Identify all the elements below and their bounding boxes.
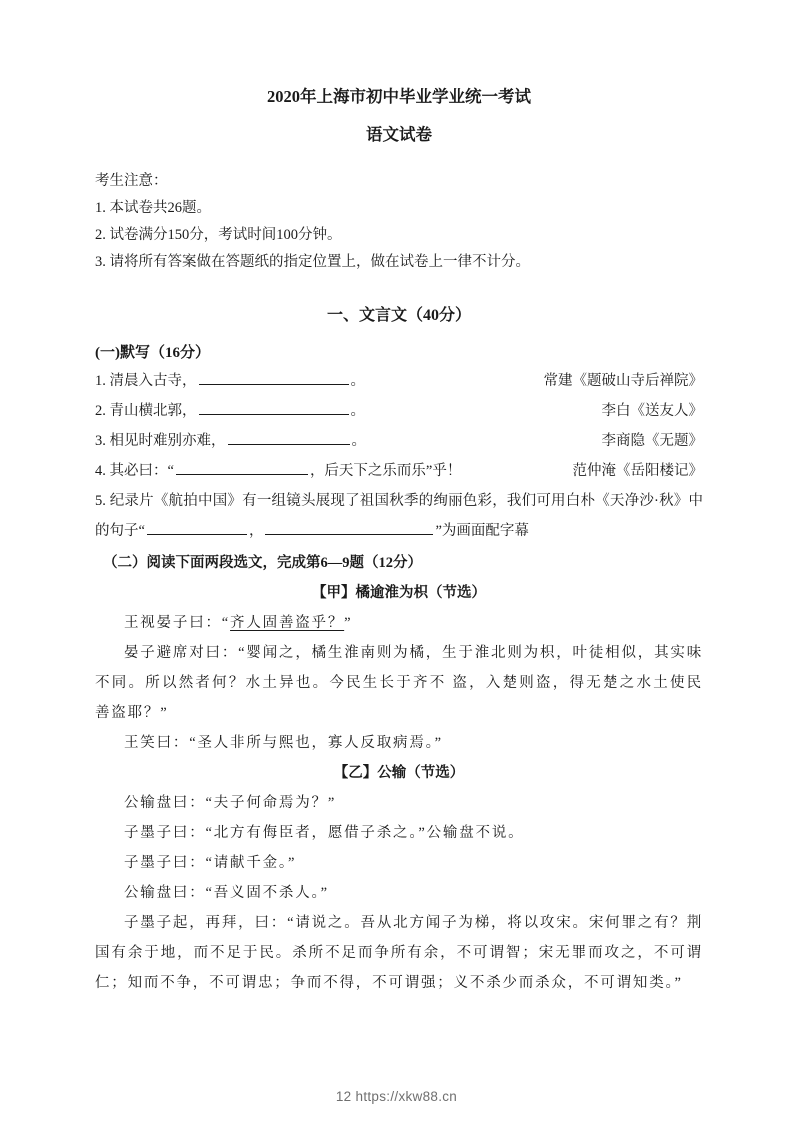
dictation-item-4-text: 4. 其必曰：“: [95, 463, 174, 479]
dictation-item-3: [95, 426, 703, 456]
answer-blank: [147, 522, 247, 535]
passage-yi-paragraph-5: 子墨子起，再拜，曰：“请说之。吾从北方闻子为梯，将以攻宋。宋何罪之有？荆国有余于地，而不足于民。杀所不足而争所有余，不可谓智；宋无罪而攻之，不可谓仁；知而不争，不可谓忠；争而不得，不可谓强；义不杀少而杀众，不可谓知类。”: [95, 915, 703, 991]
answer-blank: [199, 402, 349, 415]
dictation-item-4: [95, 456, 703, 486]
dictation-list: [95, 366, 703, 546]
candidate-notice: [95, 168, 703, 276]
answer-blank: [265, 522, 433, 535]
passage-yi-paragraph-2: 子墨子曰：“北方有侮臣者，愿借子杀之。”公输盘不说。: [124, 825, 525, 841]
section-one-title: 一、文言文（40分）: [326, 307, 471, 324]
passage-jia-paragraph-2: 晏子避席对曰：“婴闻之，橘生淮南则为橘，生于淮北则为枳，叶徒相似，其实味不同。所以然者何？水土异也。今民生长于齐不 盗，入楚则盗，得无楚之水土使民善盗耶？”: [95, 645, 703, 721]
dictation-item-5-text: 5. 纪录片《航拍中国》有一组镜头展现了祖国秋季的绚丽色彩，我们可用白朴《天净沙·秋》中的句子“: [95, 493, 703, 539]
passage-jia-paragraph-3: 王笑曰：“圣人非所与熙也，寡人反取病焉。”: [124, 735, 443, 751]
notice-item: 3. 请将所有答案做在答题纸的指定位置上，做在试卷上一律不计分。: [95, 254, 530, 270]
passage-yi-paragraph-4: 公输盘曰：“吾义固不杀人。”: [124, 885, 329, 901]
dictation-item-3-source: 李商隐《无题》: [601, 433, 703, 449]
dictation-section-title: (一)默写（16分）: [95, 345, 210, 361]
passage-yi-paragraph-1: 公输盘曰：“夫子何命焉为？”: [124, 795, 337, 811]
passage-yi-paragraph-3: 子墨子曰：“请献千金。”: [124, 855, 297, 871]
dictation-item-5-post: ”为画面配字幕: [435, 523, 529, 539]
dictation-item-4-post: ，后天下之乐而乐”乎！: [309, 463, 462, 479]
notice-header: 考生注意：: [95, 173, 168, 189]
dictation-item-1: [95, 366, 703, 396]
dictation-item-5-mid: ，: [248, 523, 264, 539]
passage-jia-paragraph-1: 王视晏子曰：“齐人固善盗乎？”: [124, 615, 353, 631]
reading-section-title: （二）阅读下面两段选文，完成第6—9题（12分）: [103, 555, 422, 571]
dictation-item-5: [95, 486, 703, 546]
notice-item: 2. 试卷满分150分，考试时间100分钟。: [95, 227, 342, 243]
answer-blank: [199, 372, 349, 385]
passage-yi-heading: 【乙】公输（节选）: [333, 765, 465, 781]
page-footer-watermark: 12 https://xkw88.cn: [335, 1089, 458, 1104]
answer-blank: [176, 462, 308, 475]
dictation-item-2: [95, 396, 703, 426]
dictation-item-2-post: 。: [350, 403, 365, 419]
dictation-item-2-source: 李白《送友人》: [601, 403, 703, 419]
dictation-item-1-source: 常建《题破山寺后禅院》: [543, 373, 703, 389]
dictation-item-3-text: 3. 相见时难别亦难，: [95, 433, 226, 449]
notice-item: 1. 本试卷共26题。: [95, 200, 211, 216]
passage-jia-heading: 【甲】橘逾淮为枳（节选）: [312, 585, 486, 601]
exam-title: 2020年上海市初中毕业学业统一考试: [267, 87, 531, 106]
dictation-item-1-post: 。: [350, 373, 365, 389]
dictation-item-3-post: 。: [351, 433, 366, 449]
dictation-item-1-text: 1. 清晨入古寺，: [95, 373, 197, 389]
dictation-item-2-text: 2. 青山横北郭，: [95, 403, 197, 419]
answer-blank: [228, 432, 350, 445]
exam-subtitle: 语文试卷: [366, 125, 432, 144]
dictation-item-4-source: 范仲淹《岳阳楼记》: [572, 463, 703, 479]
underlined-phrase: 齐人固善盗乎？: [230, 615, 345, 631]
